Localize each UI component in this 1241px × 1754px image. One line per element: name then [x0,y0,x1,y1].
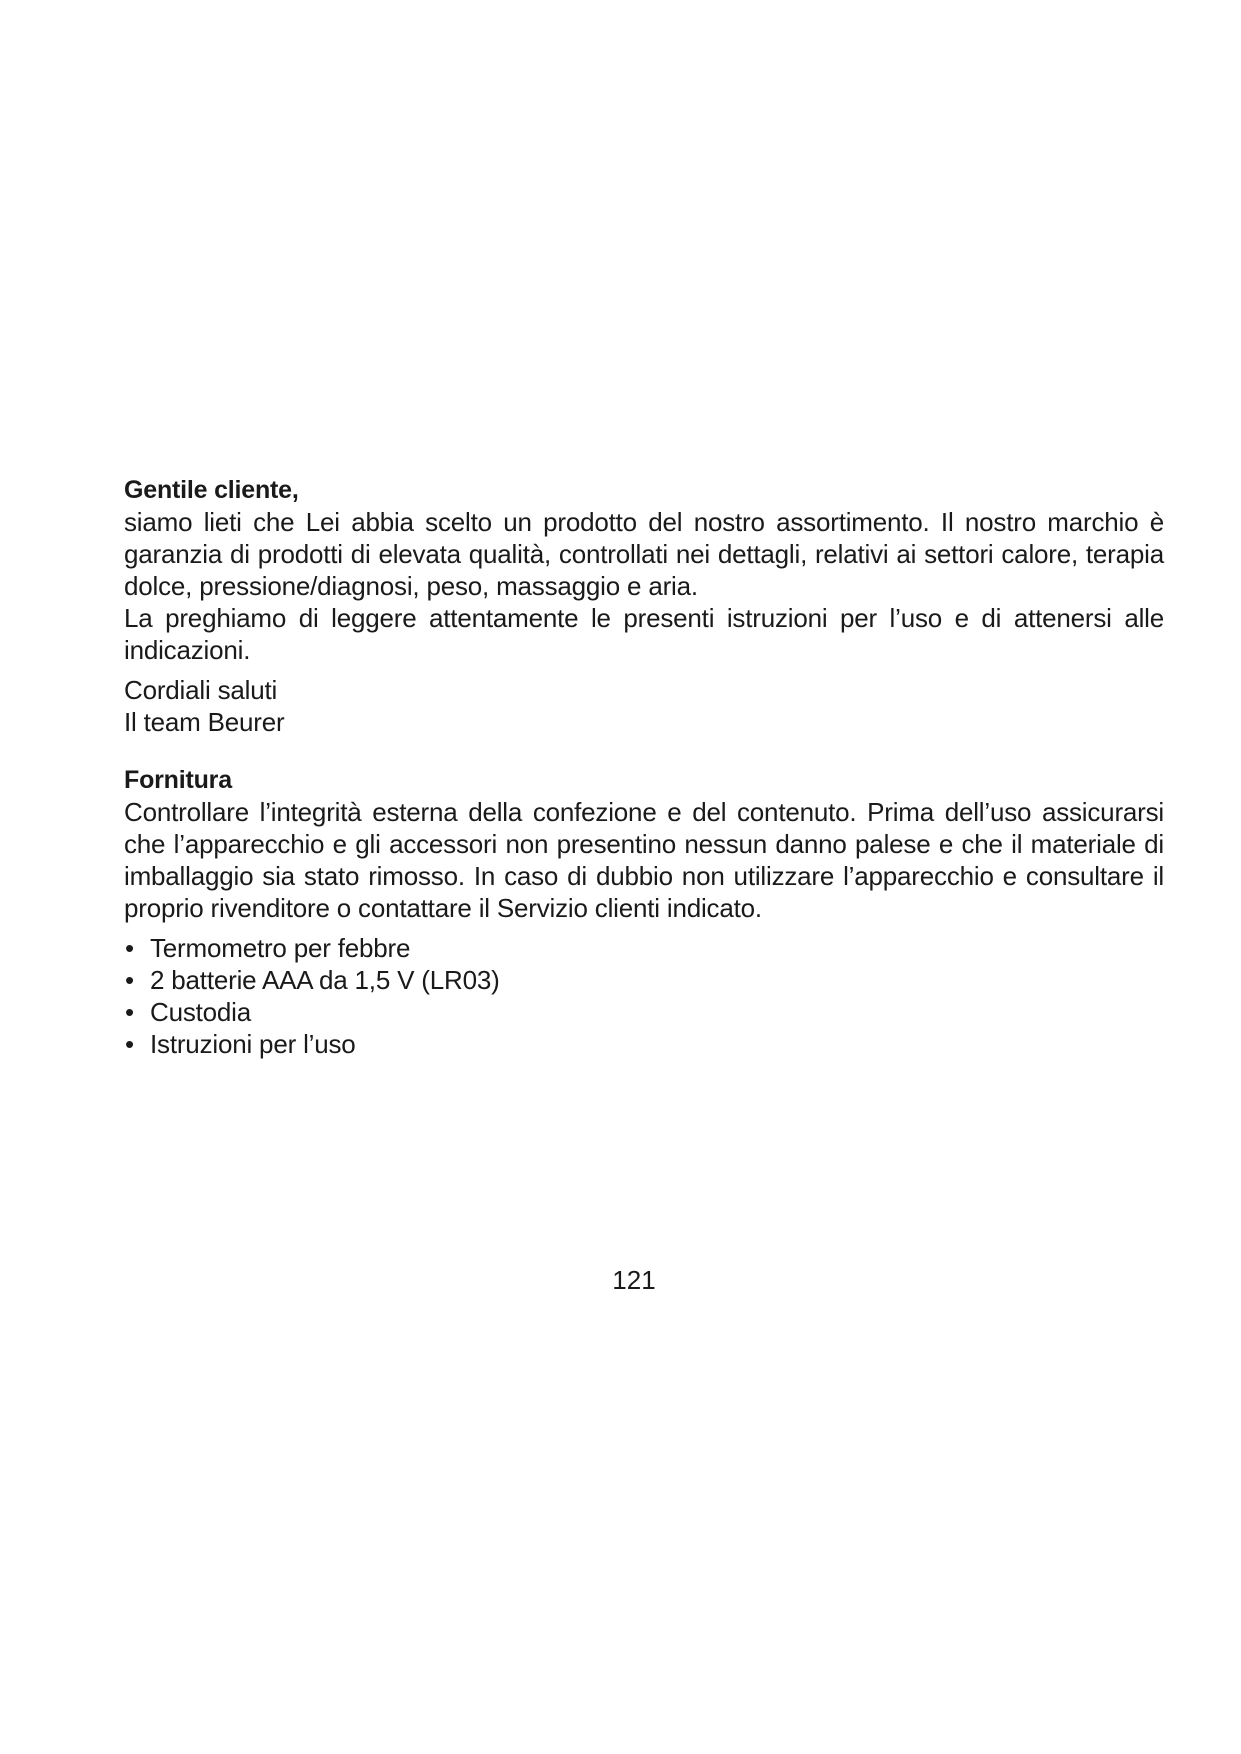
supply-list [124,932,1164,1060]
list-item [124,996,1164,1028]
list-item [124,932,1164,964]
list-item [124,964,1164,996]
intro-paragraph: siamo lieti che Lei abbia scelto un prodotto del nostro assortimento. Il nostro marchio è garanzia di prodotti di elevata qualità, controllati nei dettagli, relativi ai settori calore, terapia dolce, pressione/diagnosi, peso, massaggio e aria. [124,507,1164,601]
greeting-heading: Gentile cliente, [124,476,299,504]
list-item-text: Custodia [150,997,252,1027]
bullet-icon: • [125,1029,134,1059]
list-item-text: Istruzioni per l’uso [150,1029,356,1059]
bullet-icon: • [125,997,134,1027]
bullet-icon: • [125,933,134,963]
signature: Il team Beurer [124,707,285,737]
document-content [124,474,1164,1060]
closing-block [124,674,1164,738]
supply-heading: Fornitura [124,766,232,794]
bullet-icon: • [125,965,134,995]
supply-paragraph: Controllare l’integrità esterna della confezione e del contenuto. Prima dell’uso assicurarsi che l’apparecchio e gli accessori non presentino nessun danno palese e che il materiale di imballaggio sia stato rimosso. In caso di dubbio non utilizzare l’apparecchio e consultare il proprio rivenditore o contattare il Servizio clienti indicato. [124,797,1164,923]
list-item-text: 2 batterie AAA da 1,5 V (LR03) [150,965,500,995]
instructions-paragraph: La preghiamo di leggere attentamente le presenti istruzioni per l’uso e di attenersi alle indicazioni. [124,603,1164,665]
list-item-text: Termometro per febbre [150,933,411,963]
page-number: 121 [612,1265,656,1295]
list-item [124,1028,1164,1060]
closing-salutation: Cordiali saluti [124,675,278,705]
